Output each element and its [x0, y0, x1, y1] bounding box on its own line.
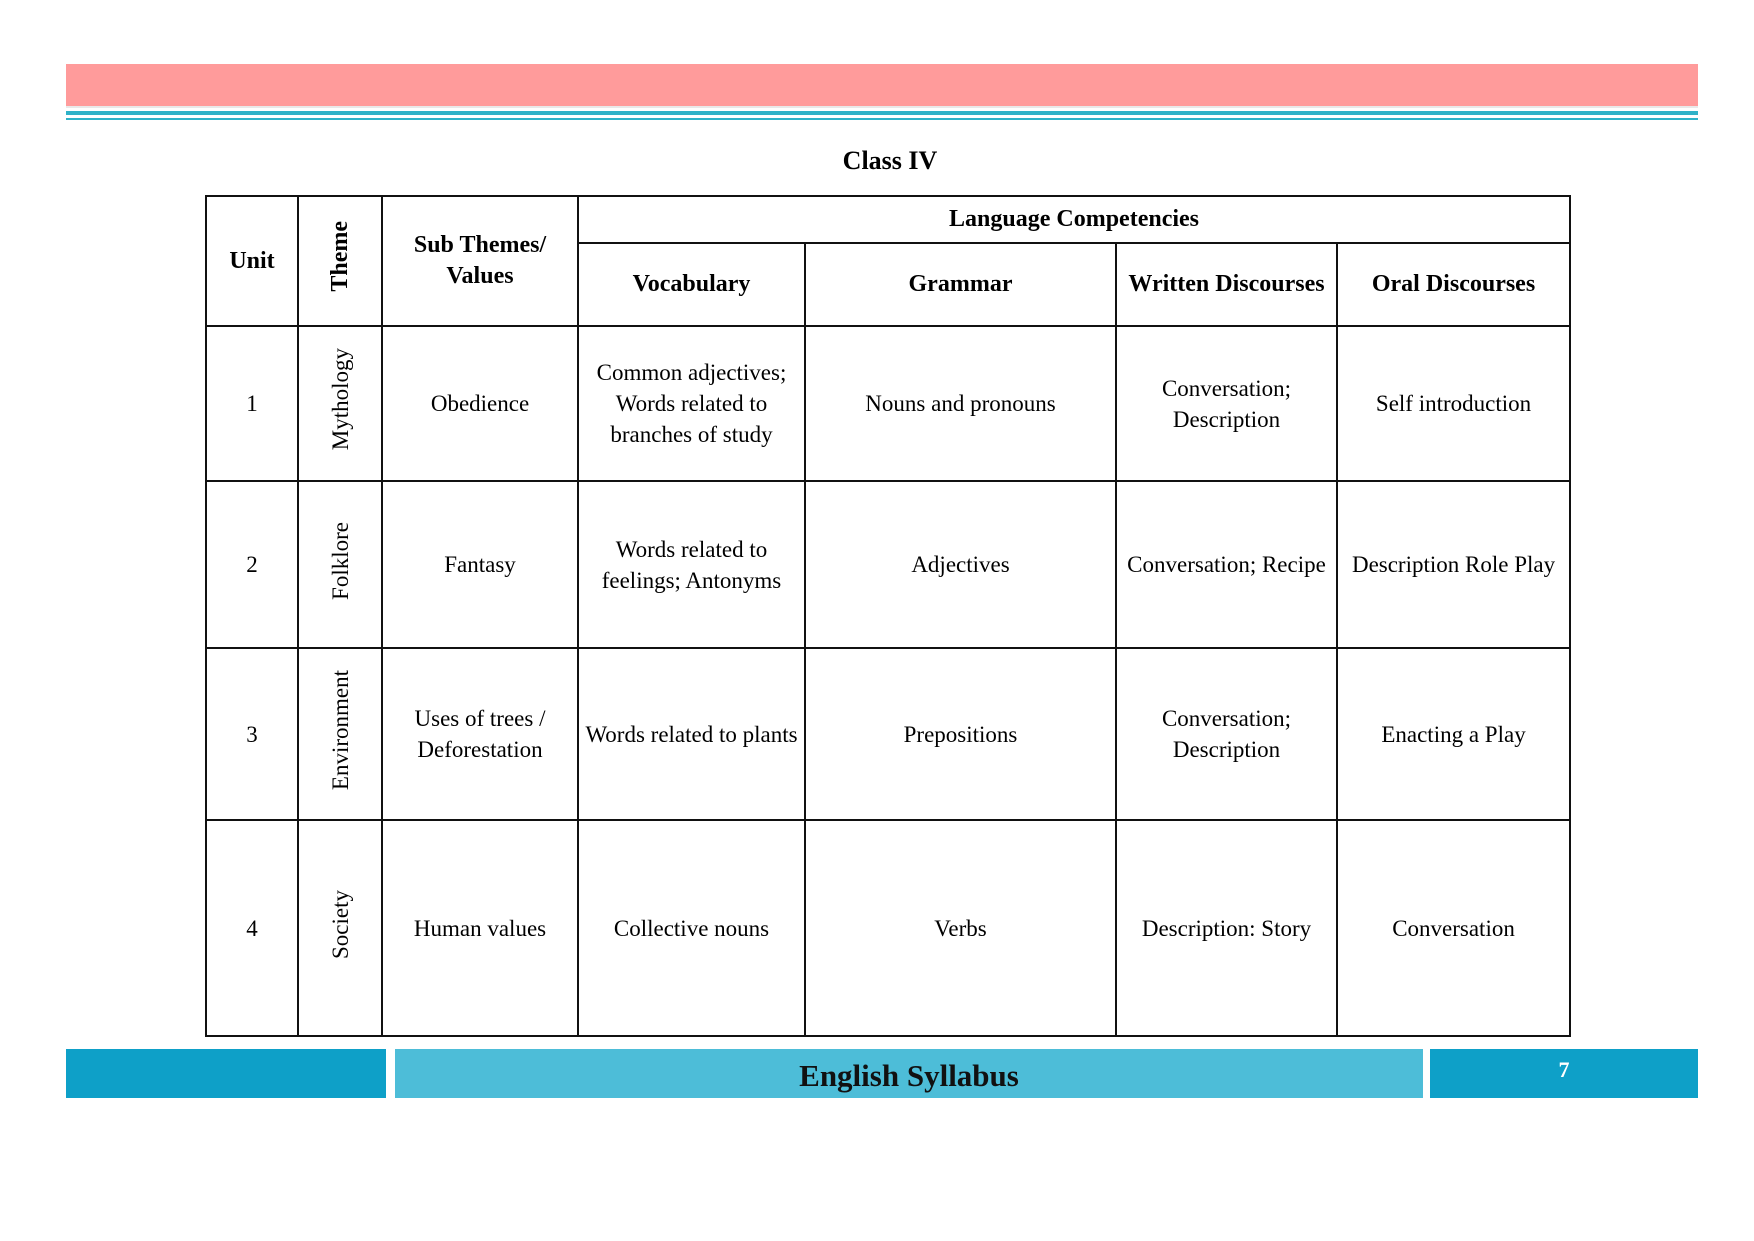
theme-label: Society — [327, 889, 353, 959]
table-row — [206, 481, 1570, 648]
page-title: Class IV — [842, 146, 938, 175]
vocabulary-cell: Words related to plants — [578, 648, 805, 820]
table-row — [206, 326, 1570, 481]
sub-theme-cell: Uses of trees / Deforestation — [382, 648, 578, 820]
sub-theme-cell: Obedience — [382, 326, 578, 481]
theme-cell — [298, 820, 382, 1036]
theme-label: Mythology — [327, 348, 353, 451]
sub-theme-cell: Fantasy — [382, 481, 578, 648]
grammar-cell: Prepositions — [805, 648, 1116, 820]
header-rule-thin — [66, 118, 1698, 120]
header-rule — [66, 111, 1698, 115]
theme-cell — [298, 648, 382, 820]
unit-cell: 3 — [206, 648, 298, 820]
theme-label: Environment — [327, 669, 353, 791]
header-band — [66, 64, 1698, 108]
footer-left-band — [66, 1049, 386, 1098]
footer-title: English Syllabus — [395, 1049, 1423, 1098]
oral-cell: Conversation — [1337, 820, 1570, 1036]
theme-header — [298, 196, 382, 326]
grammar-header: Grammar — [805, 243, 1116, 326]
header-row-top — [206, 196, 1570, 243]
syllabus-table — [205, 195, 1571, 1037]
theme-cell — [298, 326, 382, 481]
vocabulary-header: Vocabulary — [578, 243, 805, 326]
sub-themes-header: Sub Themes/ Values — [382, 196, 578, 326]
written-cell: Conversation; Description — [1116, 648, 1337, 820]
oral-cell: Enacting a Play — [1337, 648, 1570, 820]
grammar-cell: Adjectives — [805, 481, 1116, 648]
theme-label: Folklore — [327, 521, 353, 600]
written-cell: Conversation; Description — [1116, 326, 1337, 481]
grammar-cell: Verbs — [805, 820, 1116, 1036]
unit-header: Unit — [206, 196, 298, 326]
sub-theme-cell: Human values — [382, 820, 578, 1036]
oral-cell: Self introduction — [1337, 326, 1570, 481]
written-discourses-header: Written Discourses — [1116, 243, 1337, 326]
written-cell: Description: Story — [1116, 820, 1337, 1036]
vocabulary-cell: Words related to feelings; Antonyms — [578, 481, 805, 648]
language-competencies-header: Language Competencies — [578, 196, 1570, 243]
written-cell: Conversation; Recipe — [1116, 481, 1337, 648]
vocabulary-cell: Common adjectives; Words related to branches of study — [578, 326, 805, 481]
theme-header-label: Theme — [326, 221, 353, 292]
table-row — [206, 648, 1570, 820]
unit-cell: 4 — [206, 820, 298, 1036]
oral-discourses-header: Oral Discourses — [1337, 243, 1570, 326]
unit-cell: 2 — [206, 481, 298, 648]
grammar-cell: Nouns and pronouns — [805, 326, 1116, 481]
table-row — [206, 820, 1570, 1036]
page-number: 7 — [1430, 1049, 1698, 1098]
theme-cell — [298, 481, 382, 648]
vocabulary-cell: Collective nouns — [578, 820, 805, 1036]
unit-cell: 1 — [206, 326, 298, 481]
oral-cell: Description Role Play — [1337, 481, 1570, 648]
